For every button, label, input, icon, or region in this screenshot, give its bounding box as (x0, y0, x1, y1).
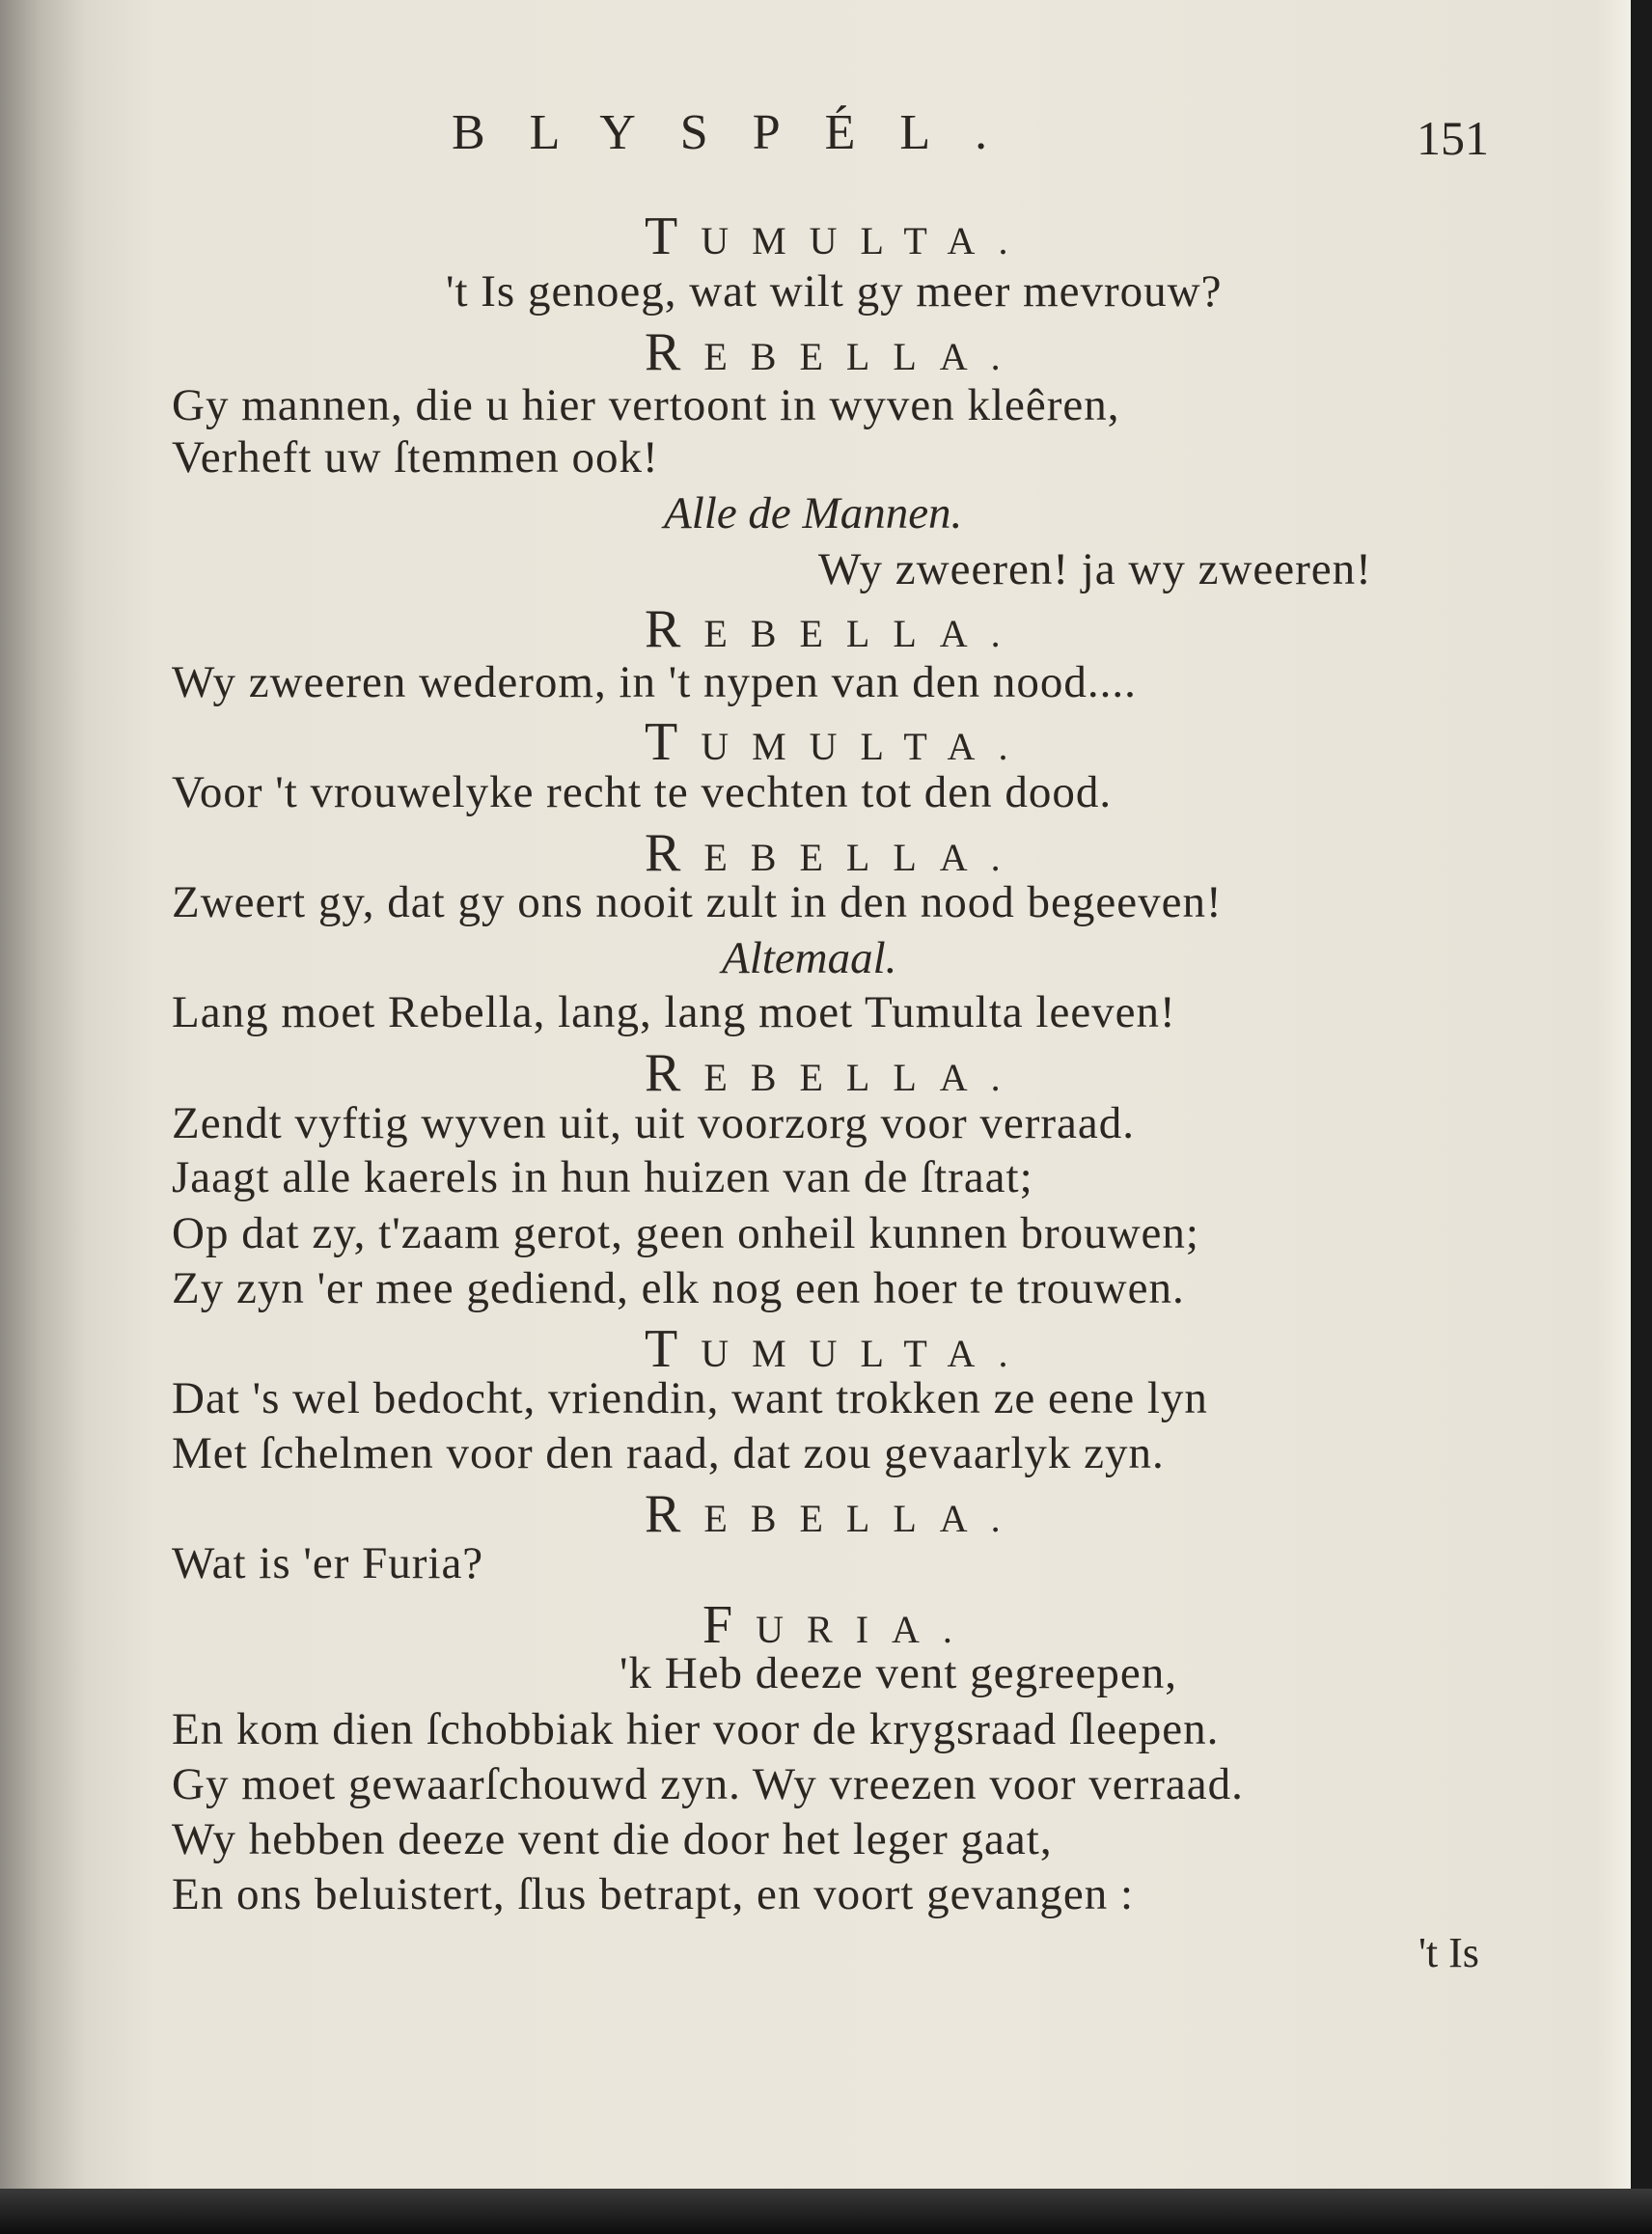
speaker-heading: REBELLA. (645, 823, 1024, 883)
speaker-heading: FURIA. (702, 1595, 976, 1655)
verse-line: Op dat zy, t'zaam gerot, geen onheil kunnen brouwen; (172, 1208, 1199, 1258)
verse-line: Zendt vyftig wyven uit, uit voorzorg voor verraad. (172, 1098, 1136, 1148)
scan-bottom-edge (0, 2189, 1652, 2234)
speaker-heading: REBELLA. (645, 599, 1024, 659)
verse-line: Wy zweeren wederom, in 't nypen van den nood.... (172, 657, 1137, 707)
verse-line: Gy moet gewaarſchouwd zyn. Wy vreezen voor verraad. (172, 1759, 1244, 1809)
verse-line: En ons beluistert, ſlus betrapt, en voort gevangen : (172, 1869, 1135, 1919)
verse-line: Zy zyn 'er mee gediend, elk nog een hoer te trouwen. (172, 1263, 1185, 1313)
stage-direction: Alle de Mannen. (664, 488, 963, 538)
verse-line: En kom dien ſchobbiak hier voor de krygsraad ſleepen. (172, 1704, 1220, 1754)
verse-line: 't Is genoeg, wat wilt gy meer mevrouw? (446, 266, 1223, 317)
verse-line: Wy hebben deeze vent die door het leger gaat, (172, 1814, 1053, 1864)
verse-line: Lang moet Rebella, lang, lang moet Tumulta leeven! (172, 987, 1176, 1037)
speaker-heading: REBELLA. (645, 1484, 1024, 1544)
speaker-heading: TUMULTA. (645, 207, 1032, 266)
verse-line: Verheft uw ſtemmen ook! (172, 432, 659, 483)
verse-line: Voor 't vrouwelyke recht te vechten tot den dood. (172, 767, 1113, 817)
verse-line: Gy mannen, die u hier vertoont in wyven kleêren, (172, 380, 1120, 430)
verse-line: Zweert gy, dat gy ons nooit zult in den nood begeeven! (172, 877, 1223, 927)
catchword: 't Is (1418, 1929, 1479, 1976)
page-number: 151 (1417, 111, 1489, 165)
speaker-heading: TUMULTA. (645, 712, 1032, 772)
speaker-heading: TUMULTA. (645, 1319, 1032, 1379)
verse-line: 'k Heb deeze vent gegreepen, (620, 1648, 1177, 1698)
verse-line: Jaagt alle kaerels in hun huizen van de ſtraat; (172, 1152, 1033, 1202)
stage-direction: Altemaal. (722, 933, 897, 983)
verse-line: Dat 's wel bedocht, vriendin, want trokken ze eene lyn (172, 1373, 1208, 1423)
verse-line: Wy zweeren! ja wy zweeren! (818, 544, 1372, 594)
running-title: BLYSPÉL. (452, 105, 1032, 160)
verse-line: Met ſchelmen voor den raad, dat zou gevaarlyk zyn. (172, 1428, 1165, 1478)
speaker-heading: REBELLA. (645, 322, 1024, 382)
speaker-heading: REBELLA. (645, 1043, 1024, 1103)
verse-line: Wat is 'er Furia? (172, 1538, 484, 1588)
